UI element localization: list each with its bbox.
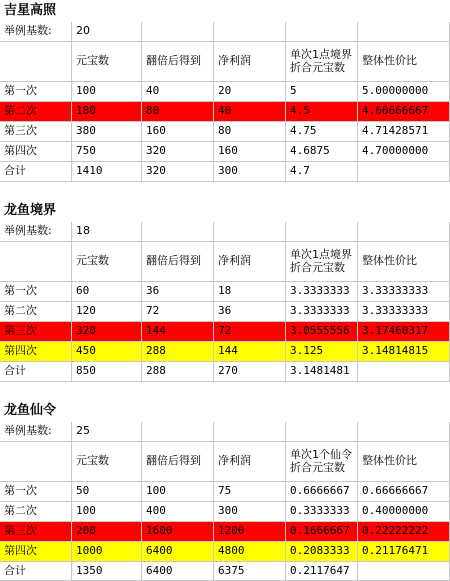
value-cell[interactable] (358, 562, 450, 581)
base-row (0, 422, 450, 442)
value-cell[interactable]: 1350 (72, 562, 142, 581)
row-label[interactable]: 第四次 (0, 142, 72, 162)
table-row (0, 282, 450, 302)
value-cell[interactable]: 36 (214, 302, 286, 322)
value-cell[interactable]: 3.0555556 (286, 322, 358, 342)
value-cell[interactable]: 1200 (214, 522, 286, 542)
value-cell[interactable]: 1410 (72, 162, 142, 182)
value-cell[interactable]: 0.66666667 (358, 482, 450, 502)
empty-cell[interactable] (142, 422, 214, 442)
value-cell[interactable]: 40 (214, 102, 286, 122)
value-cell[interactable]: 144 (142, 322, 214, 342)
empty-cell[interactable] (358, 22, 450, 42)
value-cell[interactable]: 6375 (214, 562, 286, 581)
row-label[interactable]: 合计 (0, 562, 72, 581)
value-cell[interactable]: 3.125 (286, 342, 358, 362)
header-cell[interactable]: 整体性价比 (358, 242, 450, 282)
value-cell[interactable]: 120 (72, 302, 142, 322)
table-row (0, 122, 450, 142)
value-cell[interactable]: 0.2083333 (286, 542, 358, 562)
header-cell[interactable]: 整体性价比 (358, 442, 450, 482)
header-cell[interactable]: 单次1点境界折合元宝数 (286, 242, 358, 282)
header-cell[interactable]: 元宝数 (72, 442, 142, 482)
table-row-highlighted-red (0, 322, 450, 342)
value-cell[interactable]: 5 (286, 82, 358, 102)
value-cell[interactable]: 850 (72, 362, 142, 382)
section-title[interactable]: 龙鱼仙令 (4, 402, 57, 418)
header-cell[interactable]: 翻倍后得到 (142, 42, 214, 82)
row-label[interactable]: 第二次 (0, 102, 72, 122)
value-cell[interactable]: 3.3333333 (286, 282, 358, 302)
table-row-highlighted-yellow (0, 342, 450, 362)
value-cell[interactable]: 72 (142, 302, 214, 322)
value-cell[interactable]: 1000 (72, 542, 142, 562)
header-row (0, 242, 450, 282)
base-row (0, 22, 450, 42)
row-label[interactable]: 第一次 (0, 482, 72, 502)
value-cell[interactable]: 40 (142, 82, 214, 102)
value-cell[interactable]: 100 (142, 482, 214, 502)
table-row (0, 82, 450, 102)
value-cell[interactable]: 160 (214, 142, 286, 162)
base-value[interactable]: 20 (72, 22, 142, 42)
row-label[interactable]: 合计 (0, 162, 72, 182)
row-label[interactable]: 第三次 (0, 322, 72, 342)
empty-cell[interactable] (286, 22, 358, 42)
empty-cell[interactable] (142, 222, 214, 242)
empty-cell[interactable] (0, 442, 72, 482)
row-label[interactable]: 第三次 (0, 122, 72, 142)
value-cell[interactable]: 20 (214, 82, 286, 102)
base-value[interactable]: 25 (72, 422, 142, 442)
section-title-row (0, 0, 450, 22)
value-cell[interactable]: 75 (214, 482, 286, 502)
row-label[interactable]: 第一次 (0, 282, 72, 302)
row-label[interactable]: 第一次 (0, 82, 72, 102)
table-row (0, 302, 450, 322)
header-cell[interactable]: 整体性价比 (358, 42, 450, 82)
empty-cell[interactable] (214, 22, 286, 42)
base-label[interactable]: 举例基数: (0, 222, 72, 242)
section-title[interactable]: 龙鱼境界 (4, 202, 57, 218)
total-row (0, 362, 450, 382)
empty-cell[interactable] (142, 22, 214, 42)
row-label[interactable]: 第四次 (0, 342, 72, 362)
total-row (0, 162, 450, 182)
value-cell[interactable]: 4800 (214, 542, 286, 562)
empty-cell[interactable] (0, 242, 72, 282)
value-cell[interactable]: 144 (214, 342, 286, 362)
value-cell[interactable]: 400 (142, 502, 214, 522)
empty-cell[interactable] (214, 222, 286, 242)
header-cell[interactable]: 翻倍后得到 (142, 242, 214, 282)
header-cell[interactable]: 净利润 (214, 42, 286, 82)
value-cell[interactable]: 4.71428571 (358, 122, 450, 142)
header-row (0, 442, 450, 482)
value-cell[interactable]: 4.70000000 (358, 142, 450, 162)
value-cell[interactable]: 100 (72, 502, 142, 522)
empty-cell[interactable] (358, 422, 450, 442)
row-label[interactable]: 第三次 (0, 522, 72, 542)
value-cell[interactable]: 0.1666667 (286, 522, 358, 542)
base-label[interactable]: 举例基数: (0, 422, 72, 442)
value-cell[interactable]: 3.33333333 (358, 302, 450, 322)
table-row (0, 142, 450, 162)
value-cell[interactable]: 6400 (142, 562, 214, 581)
value-cell[interactable]: 0.40000000 (358, 502, 450, 522)
table-row (0, 482, 450, 502)
value-cell[interactable]: 270 (214, 362, 286, 382)
value-cell[interactable]: 0.2117647 (286, 562, 358, 581)
value-cell[interactable]: 0.22222222 (358, 522, 450, 542)
section-title-row (0, 200, 450, 222)
header-row (0, 42, 450, 82)
section-title-row (0, 400, 450, 422)
base-value[interactable]: 18 (72, 222, 142, 242)
table-row-highlighted-yellow (0, 542, 450, 562)
empty-cell[interactable] (286, 222, 358, 242)
value-cell[interactable]: 3.17460317 (358, 322, 450, 342)
value-cell[interactable]: 1600 (142, 522, 214, 542)
value-cell[interactable]: 180 (72, 102, 142, 122)
section-title[interactable]: 吉星高照 (4, 2, 57, 18)
value-cell[interactable]: 5.00000000 (358, 82, 450, 102)
value-cell[interactable]: 80 (142, 102, 214, 122)
header-cell[interactable]: 单次1个仙令折合元宝数 (286, 442, 358, 482)
value-cell[interactable]: 72 (214, 322, 286, 342)
value-cell[interactable]: 3.1481481 (286, 362, 358, 382)
value-cell[interactable]: 300 (214, 162, 286, 182)
value-cell[interactable]: 4.75 (286, 122, 358, 142)
value-cell[interactable]: 320 (142, 162, 214, 182)
row-label[interactable]: 合计 (0, 362, 72, 382)
value-cell[interactable]: 4.5 (286, 102, 358, 122)
base-row (0, 222, 450, 242)
value-cell[interactable]: 18 (214, 282, 286, 302)
value-cell[interactable]: 4.66666667 (358, 102, 450, 122)
empty-cell[interactable] (358, 222, 450, 242)
value-cell[interactable]: 4.7 (286, 162, 358, 182)
value-cell[interactable]: 3.14814815 (358, 342, 450, 362)
row-label[interactable]: 第二次 (0, 502, 72, 522)
empty-cell[interactable] (286, 422, 358, 442)
header-cell[interactable]: 翻倍后得到 (142, 442, 214, 482)
value-cell[interactable] (358, 162, 450, 182)
value-cell[interactable]: 36 (142, 282, 214, 302)
value-cell[interactable]: 3.33333333 (358, 282, 450, 302)
header-cell[interactable]: 元宝数 (72, 42, 142, 82)
value-cell[interactable]: 288 (142, 362, 214, 382)
value-cell[interactable]: 80 (214, 122, 286, 142)
value-cell[interactable]: 380 (72, 122, 142, 142)
value-cell[interactable]: 100 (72, 82, 142, 102)
value-cell[interactable]: 450 (72, 342, 142, 362)
empty-cell[interactable] (0, 42, 72, 82)
header-cell[interactable]: 净利润 (214, 442, 286, 482)
value-cell[interactable]: 0.6666667 (286, 482, 358, 502)
empty-cell[interactable] (214, 422, 286, 442)
value-cell[interactable]: 200 (72, 522, 142, 542)
value-cell[interactable]: 50 (72, 482, 142, 502)
value-cell[interactable]: 320 (142, 142, 214, 162)
table-row-highlighted-red (0, 102, 450, 122)
value-cell[interactable]: 3.3333333 (286, 302, 358, 322)
value-cell[interactable]: 300 (214, 502, 286, 522)
value-cell[interactable]: 60 (72, 282, 142, 302)
header-cell[interactable]: 单次1点境界折合元宝数 (286, 42, 358, 82)
base-label[interactable]: 举例基数: (0, 22, 72, 42)
value-cell[interactable]: 6400 (142, 542, 214, 562)
value-cell[interactable]: 288 (142, 342, 214, 362)
table-row (0, 502, 450, 522)
row-label[interactable]: 第四次 (0, 542, 72, 562)
row-label[interactable]: 第二次 (0, 302, 72, 322)
value-cell[interactable]: 4.6875 (286, 142, 358, 162)
value-cell[interactable]: 0.3333333 (286, 502, 358, 522)
value-cell[interactable]: 750 (72, 142, 142, 162)
value-cell[interactable]: 160 (142, 122, 214, 142)
value-cell[interactable]: 0.21176471 (358, 542, 450, 562)
header-cell[interactable]: 元宝数 (72, 242, 142, 282)
value-cell[interactable] (358, 362, 450, 382)
value-cell[interactable]: 320 (72, 322, 142, 342)
table-row-highlighted-red (0, 522, 450, 542)
header-cell[interactable]: 净利润 (214, 242, 286, 282)
total-row (0, 562, 450, 581)
